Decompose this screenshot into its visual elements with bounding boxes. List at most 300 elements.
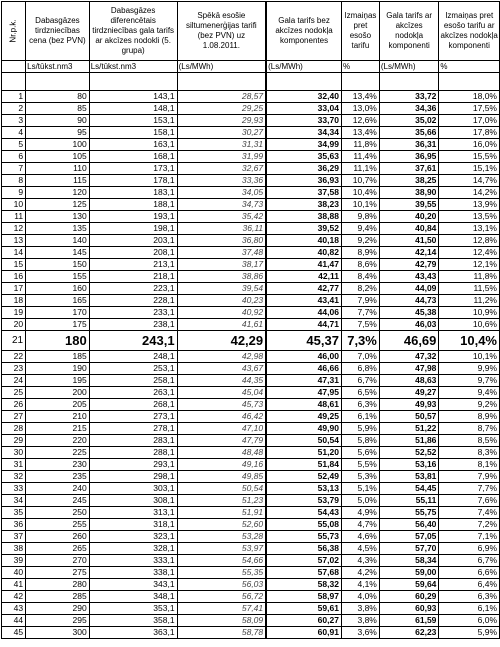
cell-c3: 38,17 [177,259,266,271]
cell-c6: 62,23 [379,627,439,639]
cell-c3: 37,48 [177,247,266,259]
cell-c5: 5,6% [341,447,379,459]
table-row [2,447,500,459]
cell-c3: 38,86 [177,271,266,283]
header-nr: Nr.p.k. [2,2,26,61]
cell-c5: 9,2% [341,235,379,247]
cell-c6: 40,20 [379,211,439,223]
cell-c7: 9,2% [439,399,500,411]
cell-c6: 51,86 [379,435,439,447]
cell-c6: 35,02 [379,115,439,127]
cell-c5: 4,9% [341,507,379,519]
cell-c3: 50,54 [177,483,266,495]
cell-c1: 185 [26,351,90,363]
cell-nr: 15 [2,259,26,271]
cell-c6: 41,50 [379,235,439,247]
cell-c2: 238,1 [89,319,177,331]
cell-c4: 55,73 [266,531,341,543]
table-row [2,139,500,151]
cell-c6: 51,22 [379,423,439,435]
cell-c6: 33,72 [379,91,439,103]
table-row [2,375,500,387]
cell-c5: 6,1% [341,411,379,423]
cell-c7: 6,7% [439,555,500,567]
cell-c2: 268,1 [89,399,177,411]
cell-c1: 230 [26,459,90,471]
cell-nr: 42 [2,591,26,603]
tariff-table [1,1,500,639]
cell-c7: 14,7% [439,175,500,187]
cell-c4: 51,84 [266,459,341,471]
table-row [2,235,500,247]
cell-c7: 17,0% [439,115,500,127]
cell-c7: 10,6% [439,319,500,331]
cell-c4: 57,68 [266,567,341,579]
cell-c1: 270 [26,555,90,567]
cell-c2: 168,1 [89,151,177,163]
table-row [2,579,500,591]
cell-c3: 52,60 [177,519,266,531]
cell-c1: 85 [26,103,90,115]
cell-c7: 16,0% [439,139,500,151]
cell-c3: 49,85 [177,471,266,483]
cell-c7: 7,6% [439,495,500,507]
cell-c7: 12,4% [439,247,500,259]
table-row [2,627,500,639]
cell-c4: 47,31 [266,375,341,387]
units-row [2,61,500,73]
cell-nr: 3 [2,115,26,127]
cell-c2: 203,1 [89,235,177,247]
cell-nr: 24 [2,375,26,387]
cell-c6: 52,52 [379,447,439,459]
cell-c5: 8,6% [341,259,379,271]
cell-c5: 5,5% [341,459,379,471]
cell-c5: 11,4% [341,151,379,163]
cell-nr: 40 [2,567,26,579]
cell-nr: 27 [2,411,26,423]
cell-c4: 33,70 [266,115,341,127]
cell-nr: 38 [2,543,26,555]
cell-c7: 9,4% [439,387,500,399]
cell-c6: 57,70 [379,543,439,555]
cell-c2: 143,1 [89,91,177,103]
cell-c1: 210 [26,411,90,423]
table-row [2,483,500,495]
cell-c1: 300 [26,627,90,639]
cell-c3: 41,61 [177,319,266,331]
cell-c4: 49,90 [266,423,341,435]
cell-c2: 223,1 [89,283,177,295]
cell-c2: 343,1 [89,579,177,591]
cell-c5: 13,0% [341,103,379,115]
table-row [2,91,500,103]
cell-c7: 8,9% [439,411,500,423]
cell-c5: 8,2% [341,283,379,295]
cell-c3: 51,23 [177,495,266,507]
cell-c6: 44,09 [379,283,439,295]
cell-nr: 14 [2,247,26,259]
table-row [2,531,500,543]
cell-nr: 23 [2,363,26,375]
cell-c1: 205 [26,399,90,411]
table-row [2,351,500,363]
cell-c7: 8,1% [439,459,500,471]
cell-c2: 338,1 [89,567,177,579]
cell-c4: 54,43 [266,507,341,519]
cell-c6: 50,57 [379,411,439,423]
cell-c4: 46,00 [266,351,341,363]
table-row [2,307,500,319]
cell-nr: 8 [2,175,26,187]
table-row [2,331,500,351]
cell-c4: 43,41 [266,295,341,307]
cell-c6: 49,93 [379,399,439,411]
cell-nr: 32 [2,471,26,483]
cell-c4: 41,47 [266,259,341,271]
cell-c5: 8,9% [341,247,379,259]
cell-c2: 328,1 [89,543,177,555]
cell-c7: 6,0% [439,615,500,627]
cell-c6: 44,73 [379,295,439,307]
cell-c1: 80 [26,91,90,103]
cell-c1: 260 [26,531,90,543]
cell-c4: 58,97 [266,591,341,603]
cell-c1: 285 [26,591,90,603]
cell-c1: 95 [26,127,90,139]
table-row [2,271,500,283]
cell-c1: 170 [26,307,90,319]
cell-nr: 20 [2,319,26,331]
cell-c1: 145 [26,247,90,259]
unit-c3: (Ls/MWh) [177,61,266,73]
cell-c5: 7,5% [341,319,379,331]
cell-c1: 160 [26,283,90,295]
cell-c2: 358,1 [89,615,177,627]
table-row [2,247,500,259]
cell-c1: 295 [26,615,90,627]
cell-c5: 11,8% [341,139,379,151]
cell-c2: 318,1 [89,519,177,531]
cell-c1: 115 [26,175,90,187]
cell-c5: 10,4% [341,187,379,199]
cell-nr: 11 [2,211,26,223]
cell-c4: 40,82 [266,247,341,259]
header-final-tariff-with-excise: Gala tarifs ar akcīzes nodokļa komponenti [379,2,439,61]
cell-c4: 60,27 [266,615,341,627]
cell-c4: 36,93 [266,175,341,187]
cell-c6: 36,31 [379,139,439,151]
cell-c2: 323,1 [89,531,177,543]
cell-c7: 13,9% [439,199,500,211]
table-row [2,435,500,447]
table-row [2,259,500,271]
header-gas-diff-tariff: Dabasgāzes diferencētais tirdzniecības gala tarifs ar akcīzes nodokli (5. grupa) [89,2,177,61]
cell-c2: 258,1 [89,375,177,387]
cell-c7: 13,5% [439,211,500,223]
cell-c4: 38,23 [266,199,341,211]
cell-c5: 6,3% [341,399,379,411]
cell-c1: 250 [26,507,90,519]
cell-c3: 30,27 [177,127,266,139]
table-row [2,399,500,411]
cell-c6: 42,14 [379,247,439,259]
cell-c4: 39,52 [266,223,341,235]
cell-c7: 5,9% [439,627,500,639]
cell-c7: 7,1% [439,531,500,543]
cell-nr: 30 [2,447,26,459]
cell-c2: 188,1 [89,199,177,211]
cell-c3: 32,67 [177,163,266,175]
cell-c2: 213,1 [89,259,177,271]
cell-c5: 6,8% [341,363,379,375]
table-row [2,495,500,507]
cell-c5: 4,7% [341,519,379,531]
cell-c5: 11,1% [341,163,379,175]
cell-c7: 6,6% [439,567,500,579]
cell-nr: 17 [2,283,26,295]
cell-c1: 235 [26,471,90,483]
cell-c1: 220 [26,435,90,447]
cell-c4: 59,61 [266,603,341,615]
cell-c3: 43,67 [177,363,266,375]
cell-c5: 13,4% [341,91,379,103]
cell-c5: 3,8% [341,615,379,627]
cell-c5: 8,4% [341,271,379,283]
table-row [2,471,500,483]
cell-nr: 26 [2,399,26,411]
cell-nr: 1 [2,91,26,103]
cell-c1: 150 [26,259,90,271]
cell-nr: 13 [2,235,26,247]
cell-c7: 18,0% [439,91,500,103]
table-row [2,543,500,555]
cell-c7: 7,7% [439,483,500,495]
cell-c3: 44,35 [177,375,266,387]
cell-nr: 6 [2,151,26,163]
cell-nr: 44 [2,615,26,627]
cell-c5: 9,8% [341,211,379,223]
cell-nr: 31 [2,459,26,471]
cell-c3: 31,99 [177,151,266,163]
cell-c1: 240 [26,483,90,495]
cell-nr: 22 [2,351,26,363]
cell-c5: 13,4% [341,127,379,139]
table-row [2,115,500,127]
cell-nr: 2 [2,103,26,115]
cell-c4: 34,34 [266,127,341,139]
table-row [2,555,500,567]
cell-c4: 53,79 [266,495,341,507]
cell-c7: 11,2% [439,295,500,307]
cell-c3: 29,93 [177,115,266,127]
cell-c3: 34,73 [177,199,266,211]
cell-c2: 293,1 [89,459,177,471]
cell-nr: 41 [2,579,26,591]
table-row [2,199,500,211]
cell-c7: 13,1% [439,223,500,235]
cell-c6: 39,55 [379,199,439,211]
cell-c3: 31,31 [177,139,266,151]
cell-c6: 36,95 [379,151,439,163]
cell-c1: 105 [26,151,90,163]
cell-nr: 9 [2,187,26,199]
cell-c1: 275 [26,567,90,579]
unit-c2: Ls/tūkst.nm3 [89,61,177,73]
cell-c6: 58,34 [379,555,439,567]
cell-c3: 28,57 [177,91,266,103]
cell-c3: 45,04 [177,387,266,399]
cell-c2: 218,1 [89,271,177,283]
cell-c3: 47,10 [177,423,266,435]
cell-nr: 4 [2,127,26,139]
cell-c4: 57,02 [266,555,341,567]
cell-c1: 155 [26,271,90,283]
cell-nr: 33 [2,483,26,495]
cell-c3: 58,78 [177,627,266,639]
cell-nr: 36 [2,519,26,531]
cell-nr: 39 [2,555,26,567]
cell-c3: 39,54 [177,283,266,295]
cell-c1: 245 [26,495,90,507]
table-row [2,591,500,603]
cell-c2: 233,1 [89,307,177,319]
cell-nr: 16 [2,271,26,283]
cell-c3: 56,72 [177,591,266,603]
cell-c7: 14,2% [439,187,500,199]
cell-c1: 165 [26,295,90,307]
cell-c6: 46,03 [379,319,439,331]
cell-c3: 55,35 [177,567,266,579]
cell-c4: 50,54 [266,435,341,447]
cell-c2: 283,1 [89,435,177,447]
cell-c6: 43,43 [379,271,439,283]
table-row [2,103,500,115]
cell-c4: 55,08 [266,519,341,531]
cell-c5: 4,5% [341,543,379,555]
cell-c3: 40,92 [177,307,266,319]
cell-c5: 4,0% [341,591,379,603]
cell-c3: 56,03 [177,579,266,591]
cell-c1: 225 [26,447,90,459]
cell-c4: 48,61 [266,399,341,411]
cell-c1: 290 [26,603,90,615]
cell-c5: 4,2% [341,567,379,579]
cell-c6: 47,32 [379,351,439,363]
unit-c1: Ls/tūkst.nm3 [26,61,90,73]
cell-c5: 12,6% [341,115,379,127]
cell-c3: 48,48 [177,447,266,459]
cell-c4: 47,95 [266,387,341,399]
cell-c6: 40,84 [379,223,439,235]
cell-c1: 125 [26,199,90,211]
cell-c1: 110 [26,163,90,175]
tariff-spreadsheet [1,1,500,639]
cell-c7: 15,1% [439,163,500,175]
cell-c3: 53,28 [177,531,266,543]
cell-c4: 44,06 [266,307,341,319]
cell-c4: 36,29 [266,163,341,175]
cell-c2: 303,1 [89,483,177,495]
cell-nr: 35 [2,507,26,519]
cell-c5: 4,3% [341,555,379,567]
cell-c5: 5,1% [341,483,379,495]
cell-c4: 35,63 [266,151,341,163]
cell-c2: 273,1 [89,411,177,423]
cell-c4: 33,04 [266,103,341,115]
cell-c7: 8,3% [439,447,500,459]
cell-c7: 10,4% [439,331,500,351]
cell-c6: 55,75 [379,507,439,519]
cell-nr: 12 [2,223,26,235]
cell-c3: 45,73 [177,399,266,411]
cell-c6: 57,05 [379,531,439,543]
cell-c2: 158,1 [89,127,177,139]
cell-c5: 5,3% [341,471,379,483]
cell-c3: 58,09 [177,615,266,627]
cell-c2: 183,1 [89,187,177,199]
cell-c6: 38,25 [379,175,439,187]
table-row [2,411,500,423]
cell-c7: 9,7% [439,375,500,387]
cell-c3: 29,25 [177,103,266,115]
cell-c7: 12,1% [439,259,500,271]
cell-c3: 40,23 [177,295,266,307]
header-change-vs-current: Izmaiņas pret esošo tarifu [341,2,379,61]
cell-c5: 10,1% [341,199,379,211]
cell-c6: 48,63 [379,375,439,387]
table-row [2,127,500,139]
table-row [2,163,500,175]
cell-c1: 100 [26,139,90,151]
cell-c6: 42,79 [379,259,439,271]
cell-c4: 60,91 [266,627,341,639]
cell-c7: 8,5% [439,435,500,447]
cell-c7: 6,3% [439,591,500,603]
cell-c2: 198,1 [89,223,177,235]
header-current-heat-tariff: Spēkā esošie siltumenerģijas tarifi (bez PVN) uz 1.08.2011. [177,2,266,61]
cell-c7: 15,5% [439,151,500,163]
header-final-tariff-no-excise: Gala tarifs bez akcīzes nodokļa komponentes [266,2,341,61]
cell-c4: 38,88 [266,211,341,223]
cell-c1: 140 [26,235,90,247]
cell-c2: 333,1 [89,555,177,567]
cell-c6: 35,66 [379,127,439,139]
cell-c3: 47,79 [177,435,266,447]
cell-c3: 57,41 [177,603,266,615]
cell-c5: 7,0% [341,351,379,363]
cell-c1: 265 [26,543,90,555]
cell-c1: 90 [26,115,90,127]
cell-c6: 60,29 [379,591,439,603]
cell-c1: 255 [26,519,90,531]
cell-nr: 43 [2,603,26,615]
table-row [2,319,500,331]
cell-c5: 6,5% [341,387,379,399]
table-row [2,363,500,375]
cell-c3: 42,29 [177,331,266,351]
cell-nr: 25 [2,387,26,399]
cell-c5: 6,7% [341,375,379,387]
unit-c4: (Ls/MWh) [266,61,341,73]
cell-c6: 55,11 [379,495,439,507]
cell-c2: 288,1 [89,447,177,459]
cell-c1: 200 [26,387,90,399]
cell-c4: 44,71 [266,319,341,331]
cell-nr: 45 [2,627,26,639]
cell-c6: 34,36 [379,103,439,115]
cell-nr: 34 [2,495,26,507]
